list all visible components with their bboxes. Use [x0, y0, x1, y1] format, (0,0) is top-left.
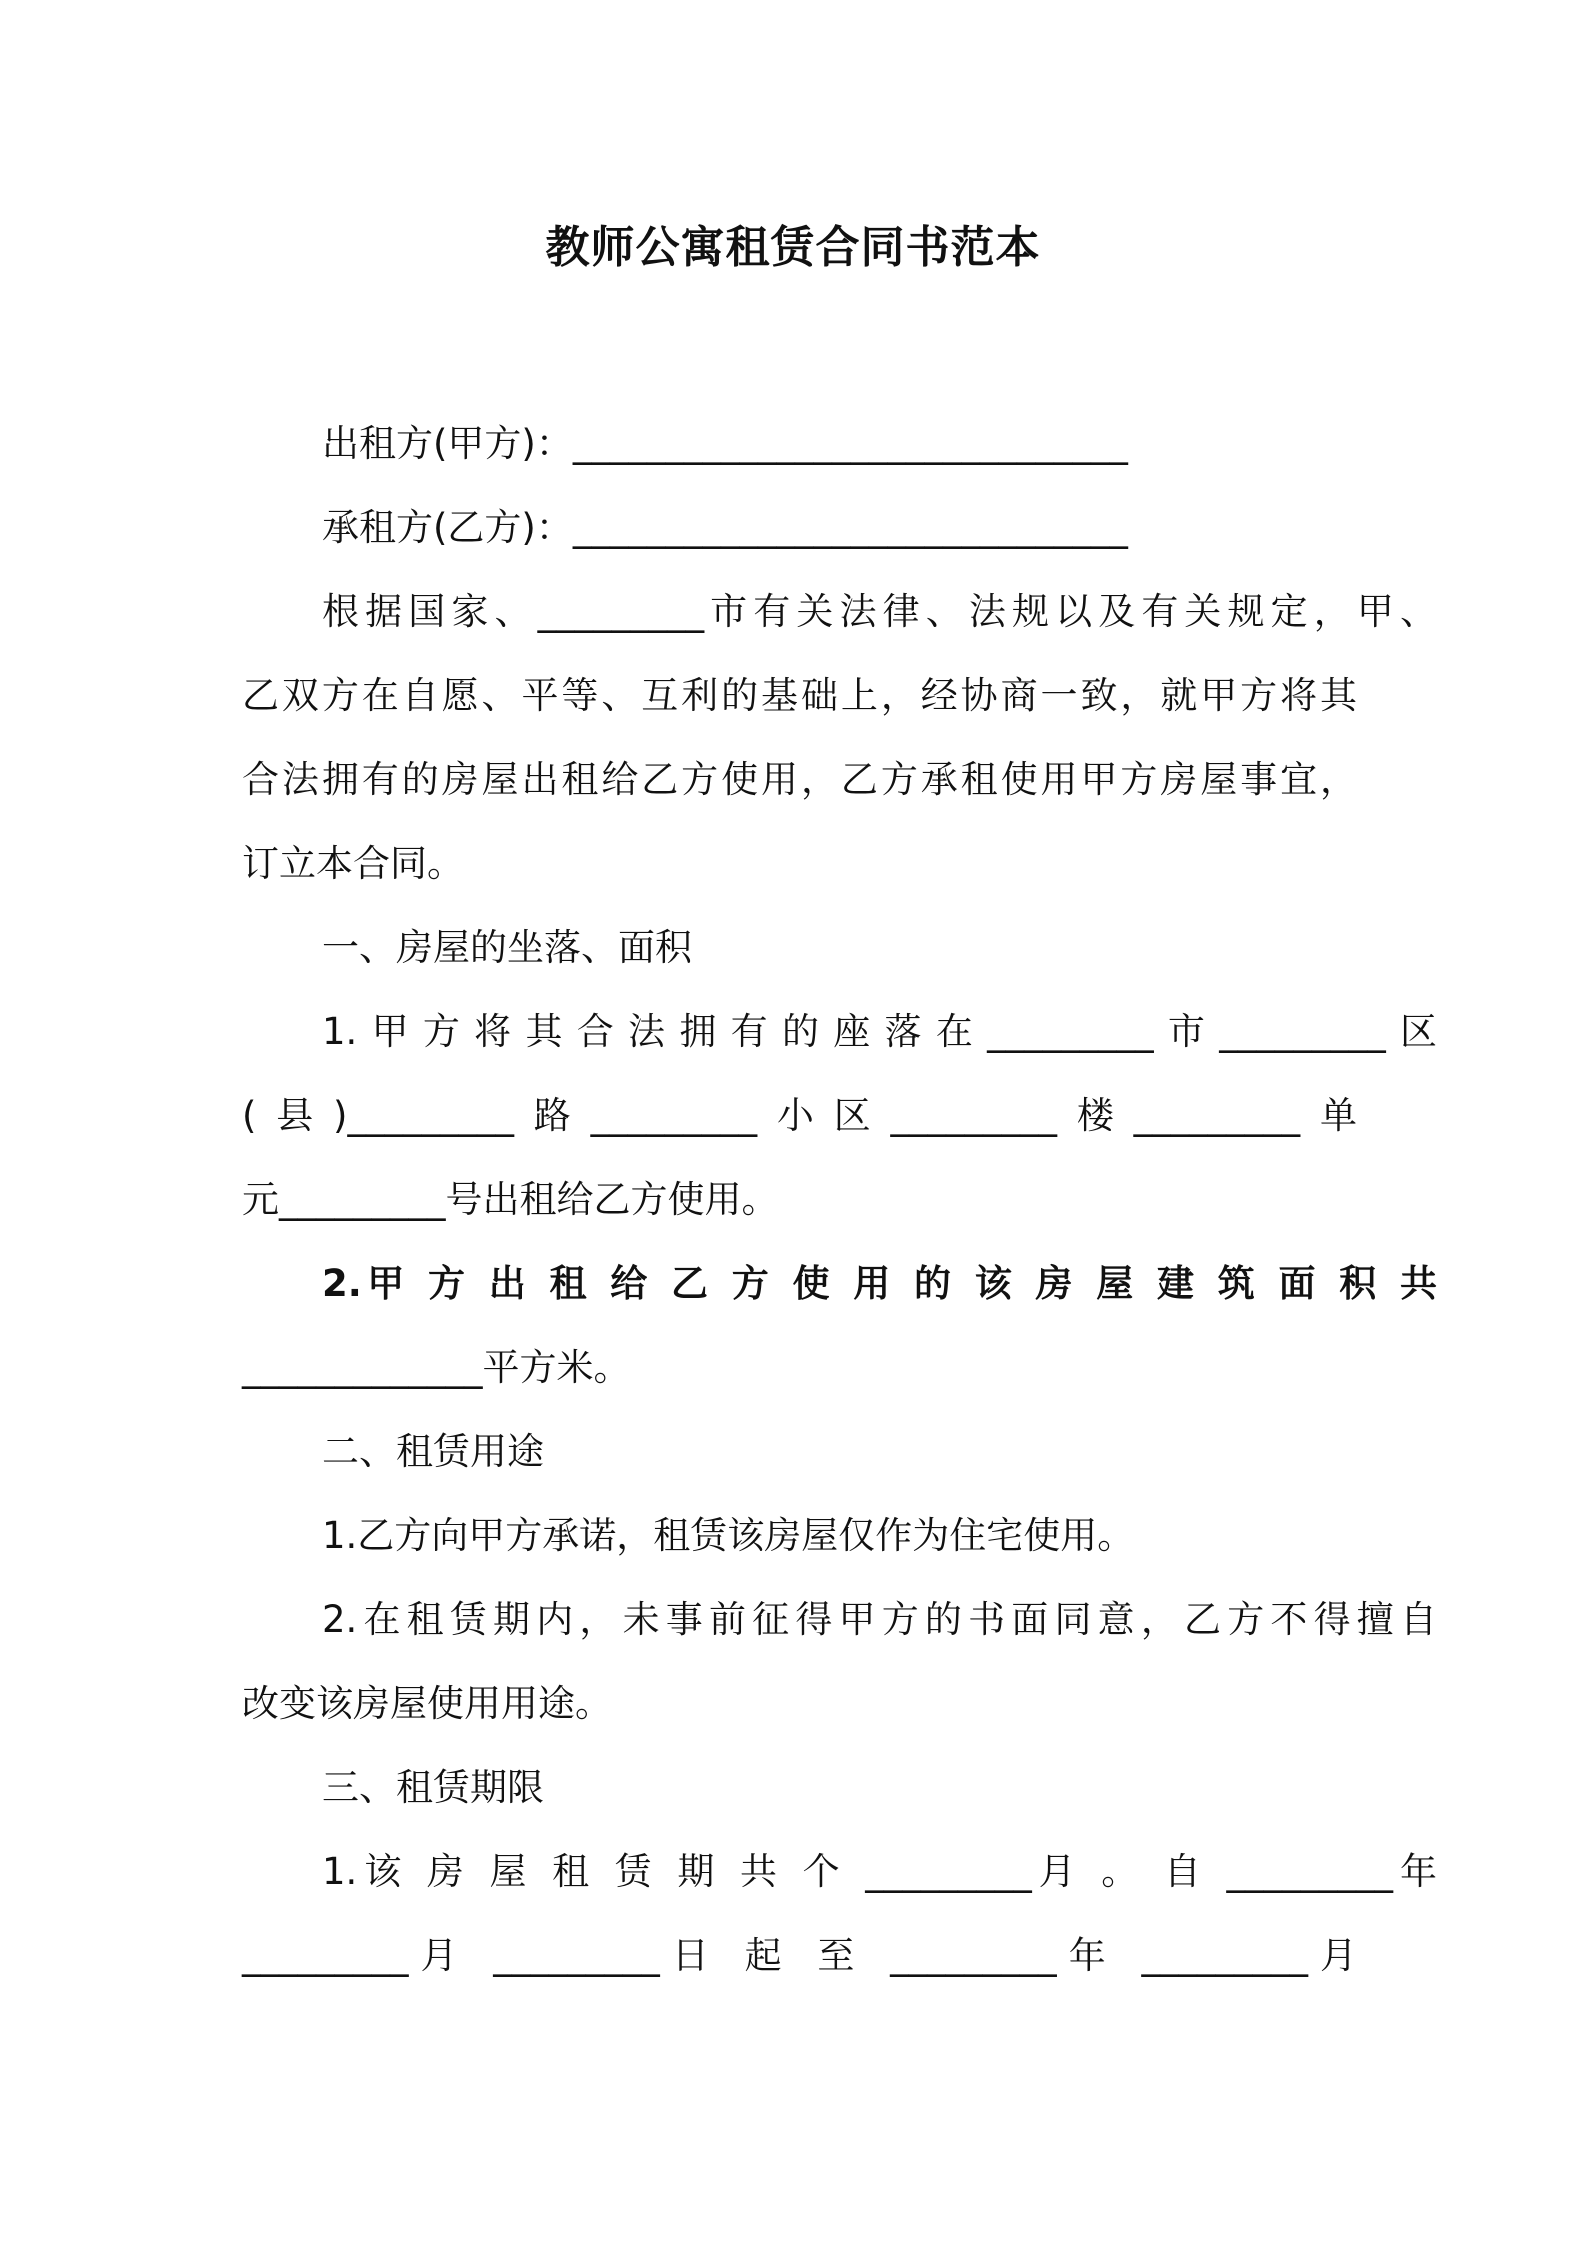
preamble-line-3: 合法拥有的房屋出租给乙方使用，乙方承租使用甲方房屋事宜， — [242, 758, 1357, 801]
lessor-line: 出租方(甲方)：______________________________ — [322, 422, 1128, 465]
clause-1-1-line-1: 1.甲方将其合法拥有的座落在_________市_________区 — [322, 1010, 1437, 1053]
preamble-line-4: 订立本合同。 — [242, 842, 464, 885]
clause-3-1-line-1: 1.该 房 屋 租 赁 期 共 个 _________月 。 自 _________年 — [322, 1850, 1437, 1893]
section-1-heading: 一、房屋的坐落、面积 — [322, 926, 692, 969]
section-2-heading: 二、租赁用途 — [322, 1430, 544, 1473]
clause-3-1-line-2: _________月 _________日 起 至 _________年 _________月 — [242, 1934, 1357, 1977]
clause-1-1-line-3: 元_________号出租给乙方使用。 — [242, 1178, 779, 1221]
clause-1-1-line-2: (县)_________路_________小区_________楼_________单 — [242, 1094, 1357, 1137]
clause-2-2-line-2: 改变该房屋使用用途。 — [242, 1682, 612, 1725]
clause-1-2-line-2: _____________平方米。 — [242, 1346, 631, 1389]
lessee-line: 承租方(乙方)：______________________________ — [322, 506, 1128, 549]
clause-1-2-line-1: 2.甲 方 出 租 给 乙 方 使 用 的 该 房 屋 建 筑 面 积 共 — [322, 1262, 1437, 1305]
preamble-line-2: 乙双方在自愿、平等、互利的基础上，经协商一致，就甲方将其 — [242, 674, 1357, 717]
preamble-line-1: 根据国家、_________市有关法律、法规以及有关规定，甲、 — [322, 590, 1437, 633]
clause-2-2-line-1: 2.在租赁期内，未事前征得甲方的书面同意，乙方不得擅自 — [322, 1598, 1437, 1641]
clause-2-1: 1.乙方向甲方承诺，租赁该房屋仅作为住宅使用。 — [322, 1514, 1135, 1557]
document-title: 教师公寓租赁合同书范本 — [545, 222, 1041, 273]
section-3-heading: 三、租赁期限 — [322, 1766, 544, 1809]
